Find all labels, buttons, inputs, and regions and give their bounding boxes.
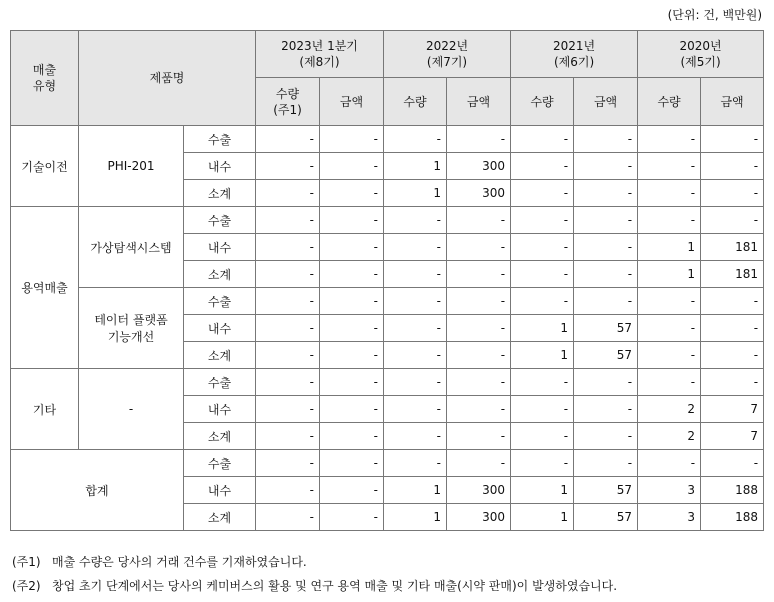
header-amount: 금액 (574, 78, 638, 126)
sales-type-cell: 용역매출 (11, 207, 79, 369)
quantity-cell: 1 (384, 180, 447, 207)
amount-cell: - (320, 126, 384, 153)
quantity-cell: - (256, 288, 320, 315)
quantity-cell: - (384, 207, 447, 234)
quantity-cell: - (638, 369, 701, 396)
quantity-cell: - (256, 180, 320, 207)
header-period: 2021년 (제6기) (511, 31, 638, 78)
amount-cell: - (447, 261, 511, 288)
amount-cell: - (574, 396, 638, 423)
quantity-cell: - (256, 261, 320, 288)
footnote: (주1) 매출 수량은 당사의 거래 건수를 기재하였습니다. (12, 555, 307, 569)
quantity-cell: - (384, 450, 447, 477)
amount-cell: - (701, 450, 764, 477)
quantity-cell: 2 (638, 396, 701, 423)
amount-cell: - (447, 369, 511, 396)
header-amount: 금액 (447, 78, 511, 126)
amount-cell: - (320, 315, 384, 342)
amount-cell: - (320, 396, 384, 423)
amount-cell: - (320, 369, 384, 396)
quantity-cell: - (511, 450, 574, 477)
amount-cell: - (320, 288, 384, 315)
quantity-cell: 3 (638, 477, 701, 504)
quantity-cell: - (511, 207, 574, 234)
quantity-cell: - (511, 288, 574, 315)
quantity-cell: - (256, 396, 320, 423)
quantity-cell: - (638, 288, 701, 315)
quantity-cell: - (384, 234, 447, 261)
amount-cell: - (701, 315, 764, 342)
sales-kind-cell: 수출 (184, 207, 256, 234)
amount-cell: - (447, 126, 511, 153)
quantity-cell: - (256, 369, 320, 396)
amount-cell: - (574, 180, 638, 207)
amount-cell: 7 (701, 423, 764, 450)
table-row (11, 369, 764, 396)
quantity-cell: - (638, 450, 701, 477)
sales-kind-cell: 내수 (184, 234, 256, 261)
table-row (11, 450, 764, 477)
sales-kind-cell: 내수 (184, 315, 256, 342)
amount-cell: 57 (574, 315, 638, 342)
amount-cell: - (320, 450, 384, 477)
quantity-cell: - (511, 423, 574, 450)
sales-kind-cell: 수출 (184, 450, 256, 477)
footnotes (12, 550, 617, 598)
amount-cell: - (320, 477, 384, 504)
header-quantity: 수량 (511, 78, 574, 126)
sales-kind-cell: 소계 (184, 423, 256, 450)
amount-cell: 57 (574, 477, 638, 504)
table-row (11, 207, 764, 234)
quantity-cell: - (511, 369, 574, 396)
quantity-cell: - (511, 234, 574, 261)
quantity-cell: - (384, 369, 447, 396)
amount-cell: - (574, 450, 638, 477)
amount-cell: - (320, 504, 384, 531)
amount-cell: - (447, 234, 511, 261)
quantity-cell: - (384, 396, 447, 423)
amount-cell: 300 (447, 477, 511, 504)
quantity-cell: 1 (638, 261, 701, 288)
quantity-cell: - (511, 261, 574, 288)
quantity-cell: - (384, 261, 447, 288)
product-name-cell: 테이터 플랫폼 기능개선 (79, 288, 184, 369)
header-sales-type: 매출 유형 (11, 31, 79, 126)
sales-kind-cell: 소계 (184, 504, 256, 531)
quantity-cell: 1 (511, 342, 574, 369)
amount-cell: 300 (447, 180, 511, 207)
amount-cell: - (574, 153, 638, 180)
quantity-cell: - (638, 315, 701, 342)
amount-cell: - (447, 450, 511, 477)
table-row (11, 126, 764, 153)
amount-cell: - (701, 288, 764, 315)
quantity-cell: - (384, 423, 447, 450)
quantity-cell: - (256, 450, 320, 477)
quantity-cell: - (511, 396, 574, 423)
amount-cell: - (701, 369, 764, 396)
sales-kind-cell: 내수 (184, 396, 256, 423)
amount-cell: 188 (701, 504, 764, 531)
amount-cell: - (574, 234, 638, 261)
header-product: 제품명 (79, 31, 256, 126)
header-quantity: 수량 (638, 78, 701, 126)
quantity-cell: - (256, 207, 320, 234)
quantity-cell: - (256, 126, 320, 153)
amount-cell: - (447, 288, 511, 315)
header-quantity: 수량 (주1) (256, 78, 320, 126)
quantity-cell: - (256, 234, 320, 261)
amount-cell: - (701, 342, 764, 369)
quantity-cell: - (511, 153, 574, 180)
amount-cell: - (574, 126, 638, 153)
product-name-cell: - (79, 369, 184, 450)
amount-cell: - (320, 423, 384, 450)
sales-kind-cell: 내수 (184, 153, 256, 180)
quantity-cell: 1 (511, 504, 574, 531)
amount-cell: - (320, 207, 384, 234)
quantity-cell: - (384, 342, 447, 369)
amount-cell: 7 (701, 396, 764, 423)
amount-cell: - (320, 342, 384, 369)
amount-cell: - (320, 180, 384, 207)
amount-cell: - (447, 396, 511, 423)
amount-cell: - (574, 369, 638, 396)
amount-cell: - (701, 126, 764, 153)
quantity-cell: - (638, 207, 701, 234)
unit-note: (단위: 건, 백만원) (667, 8, 762, 22)
table-row (11, 288, 764, 315)
quantity-cell: - (511, 180, 574, 207)
quantity-cell: 1 (384, 153, 447, 180)
amount-cell: - (320, 261, 384, 288)
quantity-cell: - (638, 153, 701, 180)
total-label: 합계 (11, 450, 184, 531)
sales-kind-cell: 소계 (184, 342, 256, 369)
quantity-cell: - (384, 315, 447, 342)
quantity-cell: 1 (384, 504, 447, 531)
amount-cell: - (574, 288, 638, 315)
quantity-cell: 2 (638, 423, 701, 450)
quantity-cell: - (256, 504, 320, 531)
quantity-cell: - (256, 423, 320, 450)
amount-cell: 300 (447, 153, 511, 180)
header-period: 2022년 (제7기) (384, 31, 511, 78)
header-amount: 금액 (320, 78, 384, 126)
quantity-cell: - (638, 342, 701, 369)
amount-cell: - (447, 315, 511, 342)
sales-kind-cell: 내수 (184, 477, 256, 504)
quantity-cell: - (384, 126, 447, 153)
amount-cell: - (574, 261, 638, 288)
amount-cell: 188 (701, 477, 764, 504)
amount-cell: - (447, 207, 511, 234)
sales-type-cell: 기술이전 (11, 126, 79, 207)
amount-cell: - (701, 180, 764, 207)
header-period: 2020년 (제5기) (638, 31, 764, 78)
quantity-cell: - (638, 126, 701, 153)
sales-kind-cell: 소계 (184, 180, 256, 207)
sales-type-cell: 기타 (11, 369, 79, 450)
quantity-cell: - (256, 315, 320, 342)
amount-cell: - (320, 153, 384, 180)
quantity-cell: - (256, 153, 320, 180)
amount-cell: - (447, 342, 511, 369)
quantity-cell: 1 (511, 477, 574, 504)
quantity-cell: - (384, 288, 447, 315)
amount-cell: 181 (701, 234, 764, 261)
quantity-cell: 3 (638, 504, 701, 531)
sales-table (10, 30, 764, 531)
quantity-cell: 1 (511, 315, 574, 342)
sales-kind-cell: 수출 (184, 369, 256, 396)
header-amount: 금액 (701, 78, 764, 126)
amount-cell: 181 (701, 261, 764, 288)
amount-cell: - (320, 234, 384, 261)
quantity-cell: 1 (638, 234, 701, 261)
quantity-cell: - (256, 342, 320, 369)
quantity-cell: 1 (384, 477, 447, 504)
amount-cell: - (701, 153, 764, 180)
quantity-cell: - (511, 126, 574, 153)
amount-cell: 300 (447, 504, 511, 531)
amount-cell: 57 (574, 342, 638, 369)
sales-kind-cell: 소계 (184, 261, 256, 288)
sales-kind-cell: 수출 (184, 126, 256, 153)
amount-cell: - (574, 423, 638, 450)
quantity-cell: - (256, 477, 320, 504)
amount-cell: - (447, 423, 511, 450)
header-quantity: 수량 (384, 78, 447, 126)
amount-cell: 57 (574, 504, 638, 531)
amount-cell: - (574, 207, 638, 234)
amount-cell: - (701, 207, 764, 234)
header-period: 2023년 1분기 (제8기) (256, 31, 384, 78)
product-name-cell: 가상탐색시스템 (79, 207, 184, 288)
footnote: (주2) 창업 초기 단계에서는 당사의 케미버스의 활용 및 연구 용역 매출 및 기타 매출(시약 판매)이 발생하였습니다. (12, 579, 618, 593)
sales-kind-cell: 수출 (184, 288, 256, 315)
quantity-cell: - (638, 180, 701, 207)
product-name-cell: PHI-201 (79, 126, 184, 207)
